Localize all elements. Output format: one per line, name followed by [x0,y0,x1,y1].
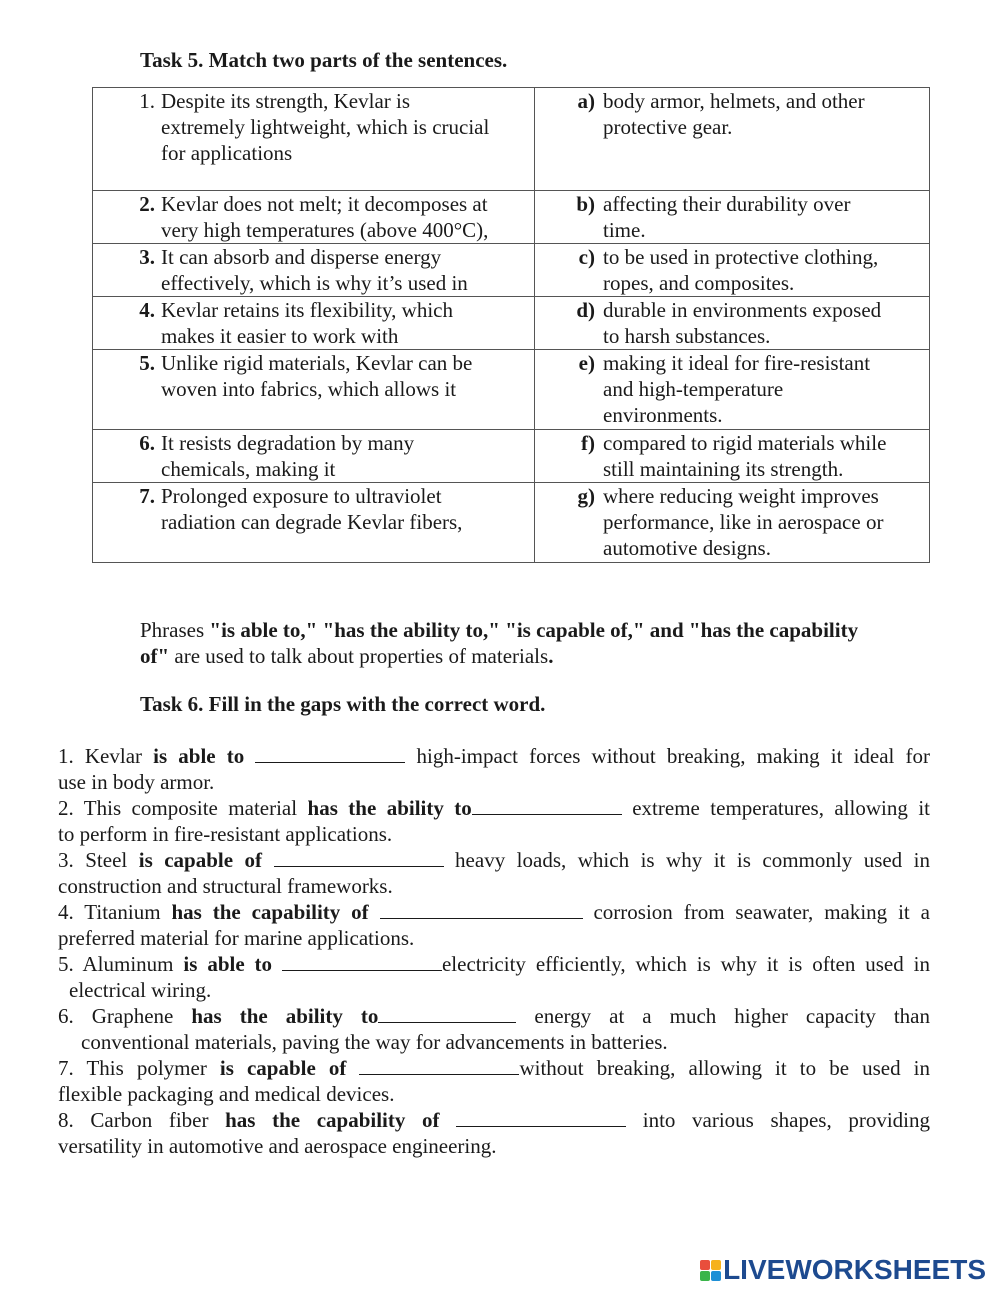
ending-letter: e) [578,351,595,375]
match-left-cell [93,244,535,297]
sentence-ending: body armor, helmets, and other protective gear. [603,89,865,139]
match-row [93,483,930,563]
task6-item-4: 4. Titanium has the capability of corrosion from seawater, making it a preferred material for marine applications. [58,900,930,950]
task6-item-6: 6. Graphene has the ability to energy at a much higher capacity than conventional materials, paving the way for advancements in batteries. [58,1004,931,1054]
match-right-cell [535,244,930,297]
sentence-ending: durable in environments exposed to harsh substances. [603,298,882,348]
match-left-cell [93,430,535,483]
answer-blank-4[interactable] [380,900,583,919]
sentence-ending: to be used in protective clothing, ropes, and composites. [603,245,879,295]
ending-letter: b) [576,192,595,216]
match-row [93,297,930,350]
match-left-cell [93,297,535,350]
answer-blank-3[interactable] [274,848,444,867]
match-left-cell [93,88,535,191]
sentence-start: It can absorb and disperse energy effectively, which is why it’s used in [161,245,468,295]
ending-letter: d) [576,298,595,322]
match-right-cell [535,88,930,191]
sentence-ending: affecting their durability over time. [603,192,851,242]
phrases-lead: Phrases [140,618,210,642]
task6-item-8: 8. Carbon fiber has the capability of into various shapes, providing versatility in automotive and aerospace engineering. [58,1108,930,1158]
sentence-number: 6. [139,431,155,455]
task5-title: Task 5. Match two parts of the sentences. [140,48,508,72]
match-left-cell [93,350,535,430]
ending-letter: c) [578,245,595,269]
match-right-cell [535,430,930,483]
match-row [93,191,930,244]
phrases-note [140,617,930,669]
match-left-cell [93,483,535,563]
answer-blank-5[interactable] [282,952,442,971]
sentence-ending: compared to rigid materials while still maintaining its strength. [603,431,887,481]
match-row [93,88,930,191]
sentence-start: Kevlar retains its flexibility, which makes it easier to work with [161,298,453,348]
answer-blank-7[interactable] [359,1056,519,1075]
task6-title: Task 6. Fill in the gaps with the correct word. [140,692,546,716]
sentence-number: 4. [139,298,155,322]
ending-letter: g) [577,484,595,508]
sentence-ending: where reducing weight improves performance, like in aerospace or automotive designs. [603,484,884,560]
match-right-cell [535,297,930,350]
liveworksheets-logo-icon [700,1260,721,1281]
match-row [93,430,930,483]
liveworksheets-logo-text: LIVEWORKSHEETS [723,1254,986,1285]
match-row [93,244,930,297]
answer-blank-8[interactable] [456,1108,626,1127]
answer-blank-2[interactable] [472,796,622,815]
sentence-number: 5. [139,351,155,375]
phrases-bold-1: "is able to," "has the ability to," "is capable of," and "has the capability [209,618,859,642]
task6-item-1: 1. Kevlar is able to high-impact forces without breaking, making it ideal for use in body armor. [58,744,931,794]
match-right-cell [535,483,930,563]
sentence-number: 2. [139,192,155,216]
phrases-bold-2: of" [140,644,170,668]
sentence-start: Unlike rigid materials, Kevlar can be woven into fabrics, which allows it [161,351,473,401]
liveworksheets-logo [700,1255,986,1285]
ending-letter: a) [577,89,595,113]
sentence-number: 7. [139,484,155,508]
match-right-cell [535,350,930,430]
match-left-cell [93,191,535,244]
sentence-number: 1. [139,89,155,113]
task6-item-5: 5. Aluminum is able to electricity efficiently, which is why it is often used in electrical wiring. [58,952,930,1002]
sentence-start: Despite its strength, Kevlar is extremely lightweight, which is crucial for applications [161,89,490,165]
sentence-number: 3. [139,245,155,269]
match-right-cell [535,191,930,244]
sentence-start: It resists degradation by many chemicals, making it [161,431,415,481]
task6-item-3: 3. Steel is capable of heavy loads, which is why it is commonly used in construction and structural frameworks. [58,848,931,898]
task6-item-7: 7. This polymer is capable of without breaking, allowing it to be used in flexible packaging and medical devices. [58,1056,930,1106]
sentence-ending: making it ideal for fire-resistant and high-temperature environments. [603,351,871,427]
phrases-dot: . [548,644,554,668]
task6-list [58,743,930,1159]
sentence-start: Kevlar does not melt; it decomposes at very high temperatures (above 400°C), [161,192,489,242]
task6-item-2: 2. This composite material has the ability to extreme temperatures, allowing it to perform in fire-resistant applications. [58,796,930,846]
ending-letter: f) [581,431,595,455]
matching-table [92,87,930,563]
match-row [93,350,930,430]
answer-blank-6[interactable] [378,1004,516,1023]
answer-blank-1[interactable] [255,744,405,763]
phrases-rest: are used to talk about properties of materials [169,644,549,668]
sentence-start: Prolonged exposure to ultraviolet radiation can degrade Kevlar fibers, [161,484,463,534]
